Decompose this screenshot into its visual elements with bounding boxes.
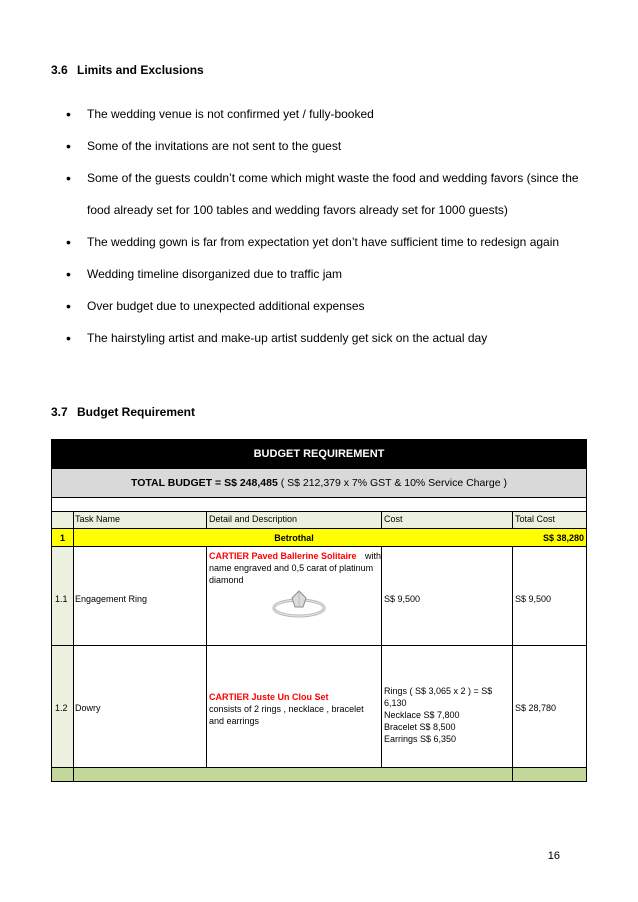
grid-line (52, 528, 586, 529)
grid-line (512, 512, 513, 529)
spacer-row (52, 497, 586, 512)
detail-text: consists of 2 rings , necklace , bracelet and earrings (209, 704, 364, 726)
page-number: 16 (547, 850, 560, 862)
header-task: Task Name (75, 514, 121, 524)
group-total: S$ 38,280 (542, 533, 584, 543)
section-number: 3.6 (51, 63, 68, 77)
section-title: Limits and Exclusions (77, 63, 204, 77)
cost-line: Earrings S$ 6,350 (384, 734, 457, 744)
list-item: • Wedding timeline disorganized due to traffic jam (66, 258, 586, 290)
list-item: • Some of the invitations are not sent to the guest (66, 130, 586, 162)
header-row (52, 512, 586, 529)
cost-line: Rings ( S$ 3,065 x 2 ) = S$ 6,130 (384, 686, 493, 708)
group-number: 1 (60, 533, 66, 543)
row-detail (209, 550, 381, 586)
grid-line (52, 645, 586, 646)
section-number: 3.7 (51, 405, 68, 419)
header-cost: Cost (384, 514, 403, 524)
bottom-row (52, 768, 586, 781)
section-heading-limits (51, 63, 204, 77)
grid-line (206, 546, 207, 768)
grid-line (73, 512, 74, 781)
total-budget-row (52, 469, 586, 498)
row-number: 1.1 (55, 594, 68, 604)
section-title: Budget Requirement (77, 405, 196, 419)
list-item: • The wedding gown is far from expectation yet don’t have sufficient time to redesign again (66, 226, 586, 258)
list-item: • The hairstyling artist and make-up artist suddenly get sick on the actual day (66, 322, 586, 354)
total-budget-label: TOTAL BUDGET = S$ 248,485 (131, 477, 278, 489)
row-total: S$ 28,780 (515, 703, 557, 713)
detail-brand: CARTIER Paved Ballerine Solitaire (209, 551, 357, 561)
budget-table (51, 439, 587, 782)
row-total: S$ 9,500 (515, 594, 552, 604)
total-budget-detail: ( S$ 212,379 x 7% GST & 10% Service Charge ) (280, 477, 507, 489)
section-heading-budget (51, 405, 195, 419)
limits-list (66, 98, 586, 354)
cost-line: Necklace S$ 7,800 (384, 710, 460, 720)
cost-line: Bracelet S$ 8,500 (384, 722, 456, 732)
row-task: Dowry (75, 703, 101, 713)
row-cost-lines (384, 685, 512, 745)
grid-line (206, 512, 207, 529)
row-detail (209, 691, 381, 727)
budget-banner: BUDGET REQUIREMENT (52, 440, 586, 469)
grid-line (512, 546, 513, 781)
list-item: • Some of the guests couldn’t come which might waste the food and wedding favors (since the food already set for 100 tables and wedding favors already set for 1000 guests) (66, 162, 586, 226)
grid-line (381, 512, 382, 529)
header-detail: Detail and Description (209, 514, 298, 524)
detail-brand: CARTIER Juste Un Clou Set (209, 692, 329, 702)
group-name: Betrothal (274, 533, 314, 543)
detail-with: with (364, 551, 381, 561)
row-task: Engagement Ring (75, 594, 148, 604)
engagement-ring-image (270, 585, 328, 627)
detail-text: name engraved and 0,5 carat of platinum diamond (209, 563, 374, 585)
row-number: 1.2 (55, 703, 68, 713)
grid-line (381, 546, 382, 768)
grid-line (52, 546, 586, 547)
list-item: • Over budget due to unexpected additional expenses (66, 290, 586, 322)
list-item: • The wedding venue is not confirmed yet / fully-booked (66, 98, 586, 130)
grid-line (52, 767, 586, 768)
row-cost: S$ 9,500 (384, 594, 421, 604)
header-total: Total Cost (515, 514, 556, 524)
